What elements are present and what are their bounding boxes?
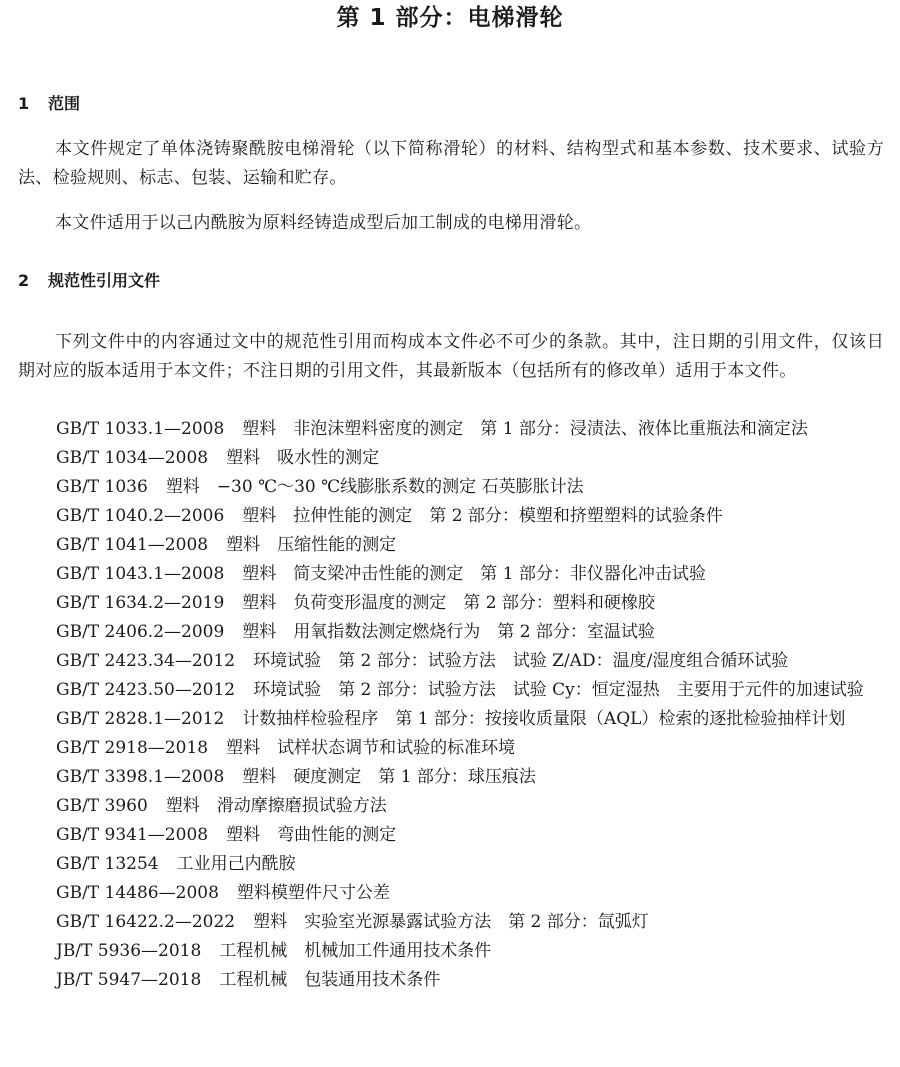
reference-code: GB/T 16422.2—2022 bbox=[56, 912, 236, 932]
reference-code: GB/T 1033.1—2008 bbox=[56, 419, 225, 439]
reference-code: GB/T 2918—2018 bbox=[56, 738, 209, 758]
reference-code: GB/T 1040.2—2006 bbox=[56, 506, 225, 526]
reference-title: 塑料 试样状态调节和试验的标准环境 bbox=[226, 738, 516, 758]
reference-title: 塑料 弯曲性能的测定 bbox=[226, 825, 397, 845]
reference-title: 塑料 用氧指数法测定燃烧行为 第 2 部分：室温试验 bbox=[242, 622, 655, 642]
reference-title: 塑料 拉伸性能的测定 第 2 部分：模塑和挤塑塑料的试验条件 bbox=[242, 506, 723, 526]
reference-code: GB/T 2828.1—2012 bbox=[56, 709, 225, 729]
section-title: 规范性引用文件 bbox=[48, 271, 161, 290]
reference-title: 塑料 非泡沫塑料密度的测定 第 1 部分：浸渍法、液体比重瓶法和滴定法 bbox=[242, 419, 808, 439]
reference-title: 塑料 压缩性能的测定 bbox=[226, 535, 397, 555]
reference-code: GB/T 2423.50—2012 bbox=[56, 680, 236, 700]
reference-code: GB/T 9341—2008 bbox=[56, 825, 209, 845]
reference-list bbox=[0, 415, 900, 995]
reference-code: GB/T 13254 bbox=[56, 854, 159, 874]
reference-item bbox=[0, 705, 900, 734]
reference-title: 塑料 实验室光源暴露试验方法 第 2 部分：氙弧灯 bbox=[253, 912, 649, 932]
reference-item bbox=[0, 966, 900, 995]
reference-code: JB/T 5947—2018 bbox=[56, 970, 202, 990]
reference-item bbox=[0, 850, 900, 879]
reference-code: GB/T 1034—2008 bbox=[56, 448, 209, 468]
reference-title: 塑料 简支梁冲击性能的测定 第 1 部分：非仪器化冲击试验 bbox=[242, 564, 706, 584]
reference-title: 环境试验 第 2 部分：试验方法 试验 Z/AD：温度/湿度组合循环试验 bbox=[253, 651, 789, 671]
reference-title: 塑料 吸水性的测定 bbox=[226, 448, 380, 468]
reference-title: 塑料 负荷变形温度的测定 第 2 部分：塑料和硬橡胶 bbox=[242, 593, 655, 613]
reference-title: 环境试验 第 2 部分：试验方法 试验 Cy：恒定湿热 主要用于元件的加速试验 bbox=[253, 680, 864, 700]
reference-item bbox=[0, 531, 900, 560]
reference-item bbox=[0, 560, 900, 589]
reference-code: GB/T 3960 bbox=[56, 796, 148, 816]
reference-item bbox=[0, 792, 900, 821]
reference-item bbox=[0, 734, 900, 763]
section-number: 2 bbox=[18, 271, 30, 290]
reference-code: GB/T 3398.1—2008 bbox=[56, 767, 225, 787]
section-title: 范围 bbox=[48, 94, 81, 113]
reference-title: 工程机械 包装通用技术条件 bbox=[219, 970, 441, 990]
reference-item bbox=[0, 444, 900, 473]
reference-title: 塑料 滑动摩擦磨损试验方法 bbox=[165, 796, 387, 816]
reference-item bbox=[0, 937, 900, 966]
reference-title: 工业用己内酰胺 bbox=[176, 854, 296, 874]
reference-item bbox=[0, 821, 900, 850]
references-intro-paragraph: 下列文件中的内容通过文中的规范性引用而构成本文件必不可少的条款。其中，注日期的引用文件，仅该日期对应的版本适用于本文件；不注日期的引用文件，其最新版本（包括所有的修改单）适用于本文件。 bbox=[18, 332, 884, 381]
document-title: 第 1 部分：电梯滑轮 bbox=[336, 5, 564, 31]
scope-paragraph: 本文件规定了单体浇铸聚酰胺电梯滑轮（以下简称滑轮）的材料、结构型式和基本参数、技术要求、试验方法、检验规则、标志、包装、运输和贮存。 bbox=[18, 139, 884, 188]
reference-item bbox=[0, 473, 900, 502]
reference-title: 塑料模塑件尺寸公差 bbox=[236, 883, 390, 903]
reference-code: GB/T 1036 bbox=[56, 477, 148, 497]
reference-item bbox=[0, 879, 900, 908]
reference-title: 工程机械 机械加工件通用技术条件 bbox=[219, 941, 492, 961]
reference-title: 计数抽样检验程序 第 1 部分：按接收质量限（AQL）检索的逐批检验抽样计划 bbox=[242, 709, 846, 729]
reference-title: 塑料 硬度测定 第 1 部分：球压痕法 bbox=[242, 767, 536, 787]
reference-code: GB/T 2406.2—2009 bbox=[56, 622, 225, 642]
reference-item bbox=[0, 589, 900, 618]
reference-code: GB/T 1043.1—2008 bbox=[56, 564, 225, 584]
reference-title: 塑料 −30 ℃～30 ℃线膨胀系数的测定 石英膨胀计法 bbox=[165, 477, 584, 497]
reference-code: GB/T 14486—2008 bbox=[56, 883, 219, 903]
section-heading-normative-references bbox=[18, 269, 160, 293]
reference-item bbox=[0, 647, 900, 676]
reference-item bbox=[0, 618, 900, 647]
reference-item bbox=[0, 676, 900, 705]
reference-item bbox=[0, 763, 900, 792]
reference-item bbox=[0, 415, 900, 444]
reference-code: GB/T 1041—2008 bbox=[56, 535, 209, 555]
reference-code: GB/T 2423.34—2012 bbox=[56, 651, 236, 671]
reference-item bbox=[0, 502, 900, 531]
section-number: 1 bbox=[18, 94, 30, 113]
scope-applicability-paragraph: 本文件适用于以己内酰胺为原料经铸造成型后加工制成的电梯用滑轮。 bbox=[55, 213, 592, 233]
section-heading-scope bbox=[18, 92, 80, 116]
reference-code: GB/T 1634.2—2019 bbox=[56, 593, 225, 613]
reference-code: JB/T 5936—2018 bbox=[56, 941, 202, 961]
reference-item bbox=[0, 908, 900, 937]
